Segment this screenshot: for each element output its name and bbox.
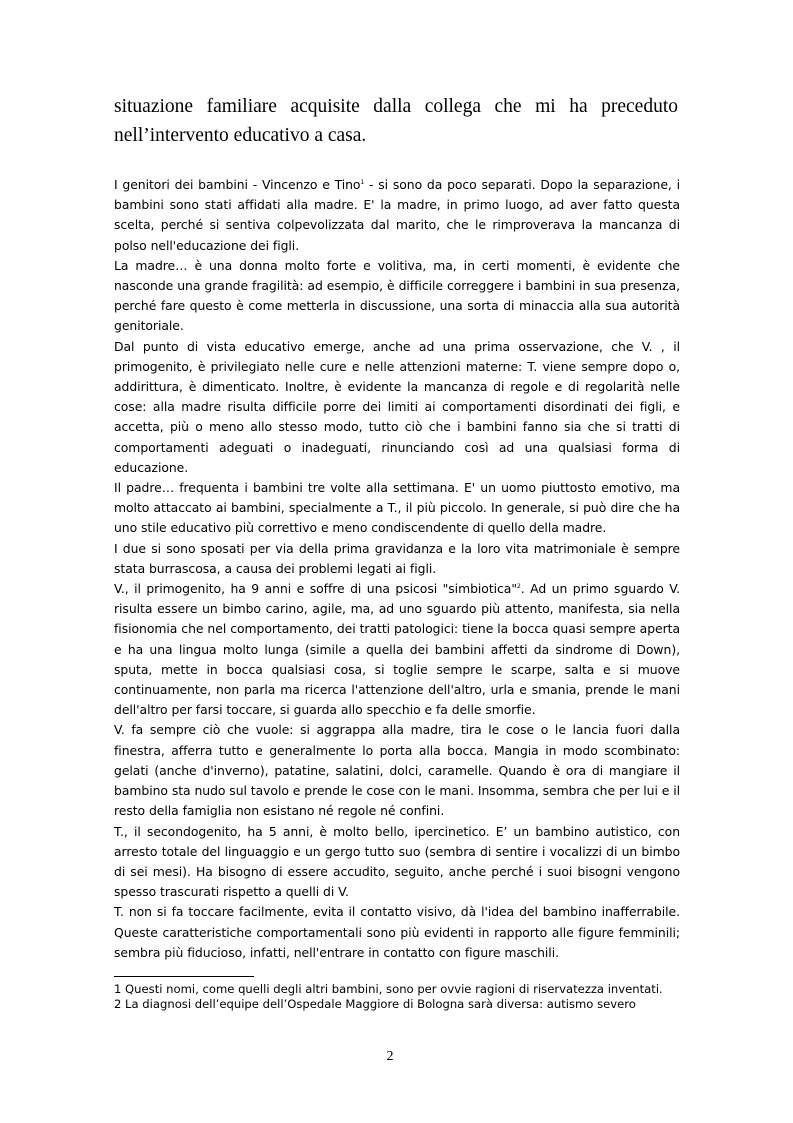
paragraph-text: . Ad un primo sguardo V. risulta essere un bimbo carino, agile, ma, ad uno sguardo più attento, manifesta, sia nella fisionomia che nel comportamento, dei tratti patologici: tiene la bocca quasi sempre aperta e ha una lingua molto lunga (simile a quella dei bambini affetti da sindrome di Down), sputa, mette in bocca qualsiasi cosa, si toglie sempre le scarpe, salta e si muove continuamente, non parla ma ricerca l'attenzione dell'altro, urla e smania, prende le mani dell'altro per farsi toccare, si guarda allo specchio e fa delle smorfie.	[114, 581, 680, 718]
intro-line: situazione familiare acquisite dalla collega che mi ha preceduto	[114, 96, 678, 117]
footnote: 2 La diagnosi dell’equipe dell’Ospedale Maggiore di Bologna sarà diversa: autismo severo	[114, 997, 636, 1011]
page-number: 2	[386, 1049, 394, 1064]
intro-text	[114, 92, 678, 150]
intro-line: nell’intervento educativo a casa.	[114, 125, 367, 146]
footnote-separator	[114, 976, 254, 977]
paragraph-text: - si sono da poco separati. Dopo la separazione, i bambini sono stati affidati alla madre. E' la madre, in primo luogo, ad aver fatto questa scelta, perché si sentiva colpevolizzata dal marito, che le rimproverava la mancanza di polso nell'educazione dei figli.	[114, 177, 680, 253]
paragraph-text: V., il primogenito, ha 9 anni e soffre di una psicosi "simbiotica"	[114, 581, 517, 597]
paragraph: Dal punto di vista educativo emerge, anche ad una prima osservazione, che V. , il primogenito, è privilegiato nelle cure e nelle attenzioni materne: T. viene sempre dopo o, addirittura, è dimenticato. Inoltre, è evidente la mancanza di regole e di regolarità nelle cose: alla madre risulta difficile porre dei limiti ai comportamenti disordinati dei figli, e accetta, più o meno allo stesso modo, tutto ciò che i bambini fanno sia che si tratti di comportamenti adeguati o inadeguati, rinunciando così ad una qualsiasi forma di educazione.	[114, 338, 680, 475]
footnote-ref: 2	[517, 583, 521, 591]
footnote-ref: 1	[360, 179, 365, 186]
paragraph: T. non si fa toccare facilmente, evita il contatto visivo, dà l'idea del bambino inafferrabile. Queste caratteristiche comportamentali sono più evidenti in rapporto alle figure femminili; sembra più fiducioso, infatti, nell'entrare in contatto con figure maschili.	[114, 904, 680, 960]
paragraph: I due si sono sposati per via della prima gravidanza e la loro vita matrimoniale è sempre stata burrascosa, a causa dei problemi legati ai figli.	[114, 540, 680, 576]
paragraph: La madre… è una donna molto forte e volitiva, ma, in certi momenti, è evidente che nasconde una grande fragilità: ad esempio, è difficile correggere i bambini in sua presenza, perché fare questo è come metterla in discussione, una sorta di minaccia alla sua autorità genitoriale.	[114, 257, 680, 334]
footnotes	[114, 982, 680, 1012]
paragraph-text: I genitori dei bambini - Vincenzo e Tino	[114, 177, 361, 192]
paragraph: V. fa sempre ciò che vuole: si aggrappa alla madre, tira le cose o le lancia fuori dalla finestra, afferra tutto e generalmente lo porta alla bocca. Mangia in modo scombinato: gelati (anche d'inverno), patatine, salatini, dolci, caramelle. Quando è ora di mangiare il bambino sta nudo sul tavolo e prende le cose con le mani. Insomma, sembra che per lui e il resto della famiglia non esistano né regole né confini.	[114, 722, 680, 819]
paragraph: T., il secondogenito, ha 5 anni, è molto bello, ipercinetico. E’ un bambino autistico, con arresto totale del linguaggio e un gergo tutto suo (sembra di sentire i vocalizzi di un bimbo di sei mesi). Ha bisogno di essere accudito, seguito, anche perché i suoi bisogni vengono spesso trascurati rispetto a quelli di V.	[114, 823, 680, 900]
paragraph	[114, 175, 680, 256]
footnote: 1 Questi nomi, come quelli degli altri bambini, sono per ovvie ragioni di riservatezza inventati.	[114, 982, 663, 996]
paragraph	[114, 579, 680, 720]
paragraph: Il padre… frequenta i bambini tre volte alla settimana. E' un uomo piuttosto emotivo, ma molto attaccato ai bambini, specialmente a T., il più piccolo. In generale, si può dire che ha uno stile educativo più correttivo e meno condiscendente di quello della madre.	[114, 480, 680, 536]
body-text	[114, 175, 680, 963]
